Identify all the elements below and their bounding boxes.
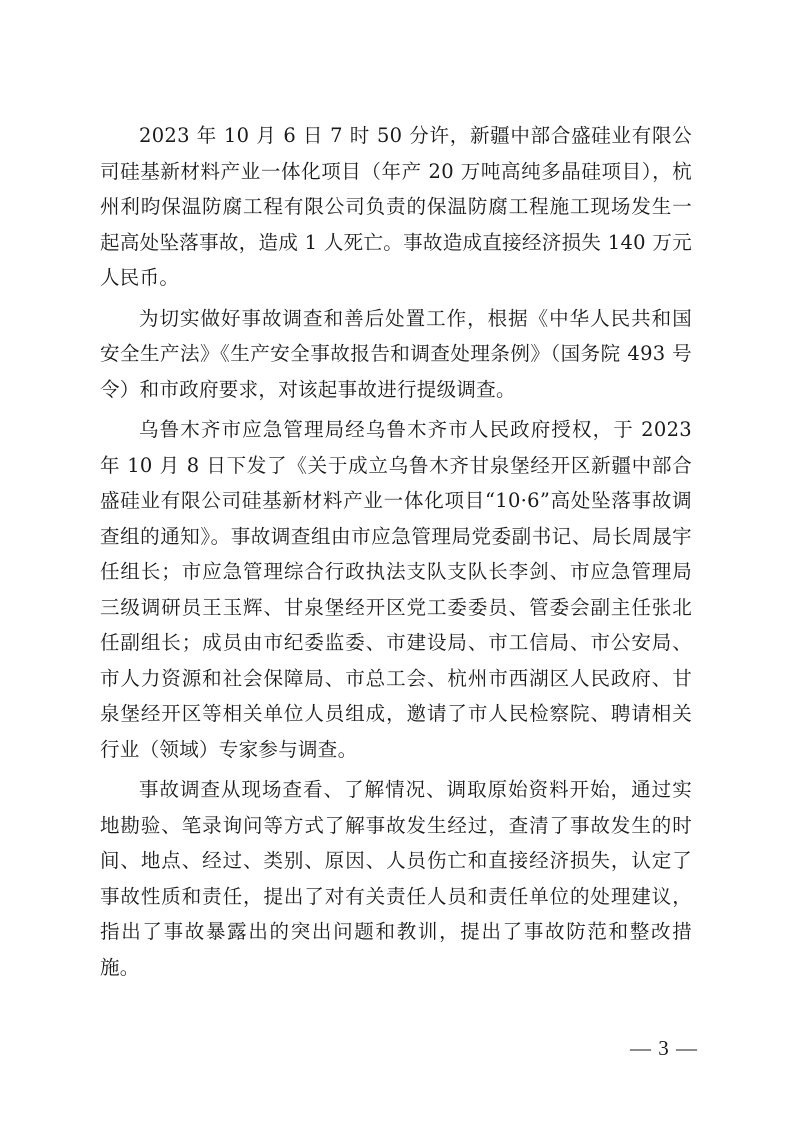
paragraph-investigation-team: 乌鲁木齐市应急管理局经乌鲁木齐市人民政府授权，于 2023 年 10 月 8 日下发了《关于成立乌鲁木齐甘泉堡经开区新疆中部合盛硅业有限公司硅基新材料产业一体化项目“10·6”高处坠落事故调查组的通知》。事故调查组由市应急管理局党委副书记、局长周晟宇任组长；市应急管理综合行政执法支队支队长李剑、市应急管理局三级调研员王玉辉、甘泉堡经开区党工委委员、管委会副主任张北任副组长；成员由市纪委监委、市建设局、市工信局、市公安局、市人力资源和社会保障局、市总工会、杭州市西湖区人民政府、甘泉堡经开区等相关单位人员组成，邀请了市人民检察院、聘请相关行业（领域）专家参与调查。: [100, 418, 692, 761]
page-number: — 3 —: [630, 1036, 698, 1060]
document-body: [100, 118, 692, 990]
paragraph-investigation-process: 事故调查从现场查看、了解情况、调取原始资料开始，通过实地勘验、笔录询问等方式了解事故发生经过，查清了事故发生的时间、地点、经过、类别、原因、人员伤亡和直接经济损失，认定了事故性质和责任，提出了对有关责任人员和责任单位的处理建议，指出了事故暴露出的突出问题和教训，提出了事故防范和整改措施。: [100, 778, 692, 979]
paragraph-accident-summary: 2023 年 10 月 6 日 7 时 50 分许，新疆中部合盛硅业有限公司硅基新材料产业一体化项目（年产 20 万吨高纯多晶硅项目），杭州利昀保温防腐工程有限公司负责的保温防腐工程施工现场发生一起高处坠落事故，造成 1 人死亡。事故造成直接经济损失 140 万元人民币。: [100, 124, 692, 289]
paragraph-investigation-basis: 为切实做好事故调查和善后处置工作，根据《中华人民共和国安全生产法》《生产安全事故报告和调查处理条例》（国务院 493 号令）和市政府要求，对该起事故进行提级调查。: [100, 306, 692, 401]
